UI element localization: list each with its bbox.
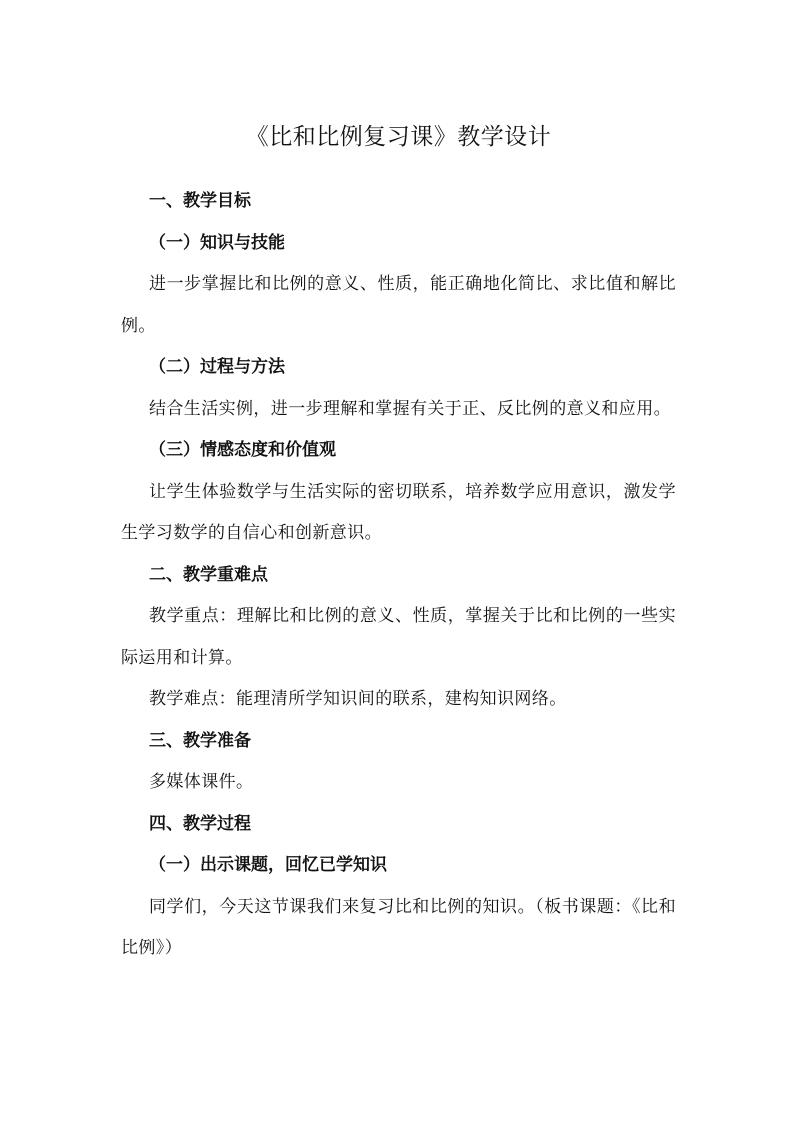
subsection-heading-process: （二）过程与方法	[149, 357, 285, 377]
paragraph-preparation: 多媒体课件。	[149, 772, 254, 792]
section-heading-objectives: 一、教学目标	[149, 191, 251, 211]
subsection-heading-knowledge: （一）知识与技能	[149, 232, 285, 253]
section-heading-key-points: 二、教学重难点	[149, 564, 268, 585]
section-heading-preparation: 三、教学准备	[149, 730, 251, 751]
document-title: 《比和比例复习课》教学设计	[245, 124, 552, 150]
paragraph-review: 同学们，今天这节课我们来复习比和比例的知识。（板书课题：《比和比例》）	[121, 896, 676, 958]
paragraph-emotion: 让学生体验数学与生活实际的密切联系，培养数学应用意识，激发学生学习数学的自信心和创新意识。	[121, 481, 676, 543]
section-heading-process-steps: 四、教学过程	[149, 813, 251, 834]
paragraph-difficult-point: 教学难点：能理清所学知识间的联系，建构知识网络。	[149, 689, 567, 709]
paragraph-knowledge: 进一步掌握比和比例的意义、性质，能正确地化简比、求比值和解比例。	[121, 274, 676, 336]
subsection-heading-emotion: （三）情感态度和价值观	[149, 440, 336, 460]
paragraph-process: 结合生活实例，进一步理解和掌握有关于正、反比例的意义和应用。	[149, 398, 671, 419]
document-body	[121, 181, 676, 970]
subsection-heading-review: （一）出示课题，回忆已学知识	[149, 855, 387, 875]
paragraph-key-point: 教学重点：理解比和比例的意义、性质，掌握关于比和比例的一些实际运用和计算。	[121, 606, 676, 668]
